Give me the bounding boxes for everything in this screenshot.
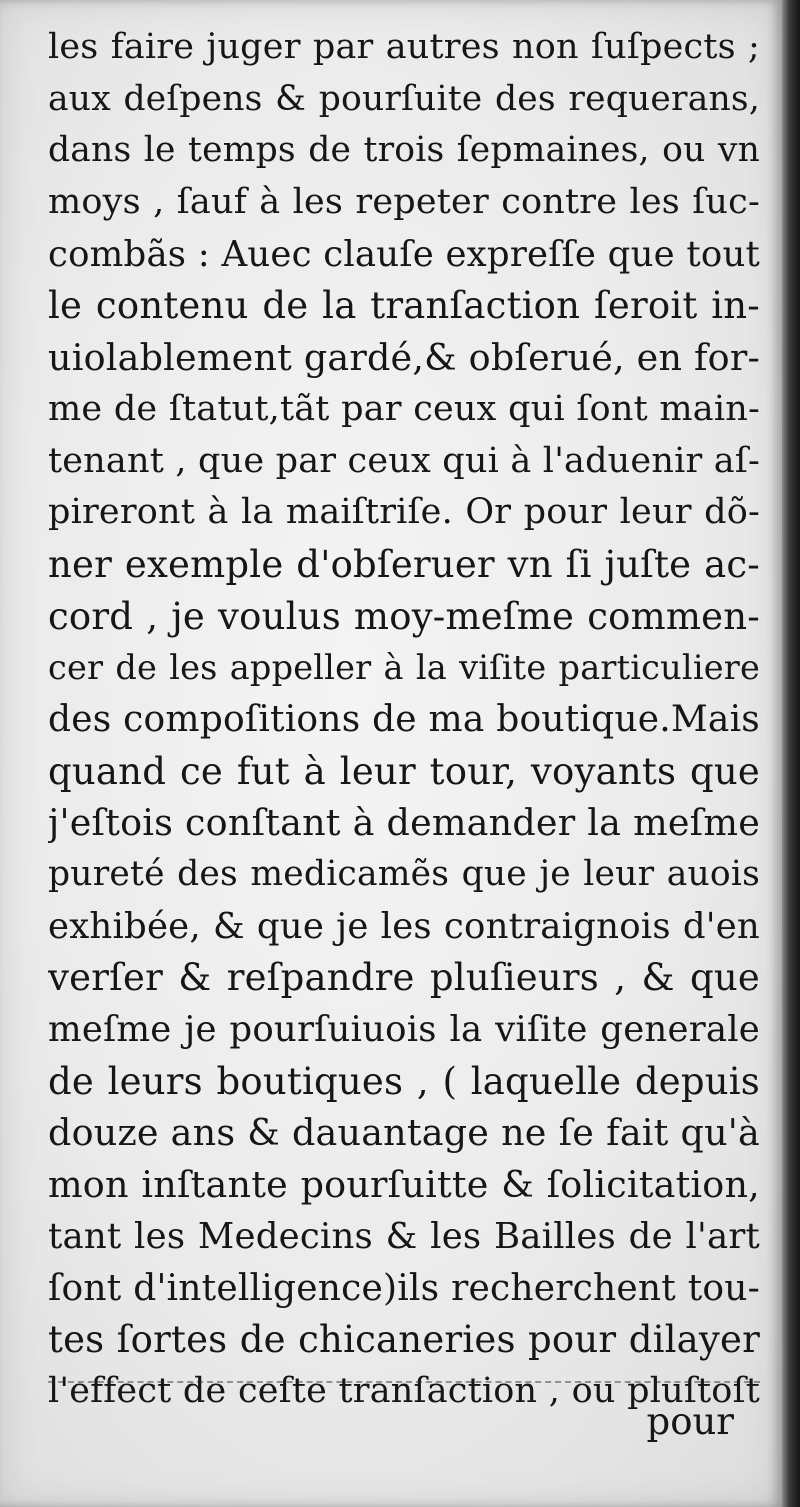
underline-mark (48, 1381, 760, 1383)
text-line: ner exemple d'obſeruer vn ſi juſte ac- (48, 542, 760, 586)
text-line: les faire juger par autres non ſuſpects ; (48, 27, 760, 67)
text-line: moys , ſauf à les repeter contre les ſuc- (48, 182, 760, 223)
text-line: pureté des medicamẽs que je leur auois (48, 854, 760, 894)
catchword: pour (646, 1400, 734, 1443)
text-line: de leurs boutiques , ( laquelle depuis (48, 1059, 760, 1103)
text-line: me de ſtatut,tãt par ceux qui ſont main- (48, 388, 760, 429)
text-line: cer de les appeller à la viſite particuliere (48, 648, 760, 688)
text-line: verſer & reſpandre pluſieurs , & que (48, 956, 760, 1000)
text-line: j'eſtois conſtant à demander la meſme (48, 801, 760, 845)
text-line: pireront à la maiſtriſe. Or pour leur dõ- (48, 492, 760, 533)
text-line: ſont d'intelligence)ils recherchent tou- (48, 1267, 760, 1309)
page-text (48, 22, 760, 1418)
page-edge-shadow (782, 0, 800, 1507)
text-line: tenant , que par ceux qui à l'aduenir aſ- (48, 440, 760, 481)
text-line: aux deſpens & pourſuite des requerans, (48, 78, 760, 119)
text-line: cord , je voulus moy-meſme commen- (48, 594, 760, 638)
text-line: meſme je pourſuiuois la viſite generale (48, 1009, 760, 1051)
text-line: tant les Medecins & les Bailles de l'art (48, 1215, 760, 1257)
text-line: douze ans & dauantage ne ſe fait qu'à (48, 1111, 760, 1155)
text-line: des compoſitions de ma boutique.Mais (48, 698, 760, 740)
text-line: exhibée, & que je les contraignois d'en (48, 905, 760, 947)
text-line: l'effect de ceſte tranſaction , ou pluſtoſt (48, 1370, 760, 1411)
text-line: mon inſtante pourſuitte & ſolicitation, (48, 1163, 760, 1207)
text-line: uiolablement gardé,& obſerué, en for- (48, 336, 760, 380)
text-line: dans le temps de trois ſepmaines, ou vn (48, 130, 760, 171)
text-line: le contenu de la tranſaction ſeroit in- (48, 284, 760, 328)
text-line: tes ſortes de chicaneries pour dilayer (48, 1318, 760, 1362)
text-line: combãs : Auec clauſe expreſſe que tout (48, 233, 760, 275)
text-line: quand ce fut à leur tour, voyants que (48, 749, 760, 793)
